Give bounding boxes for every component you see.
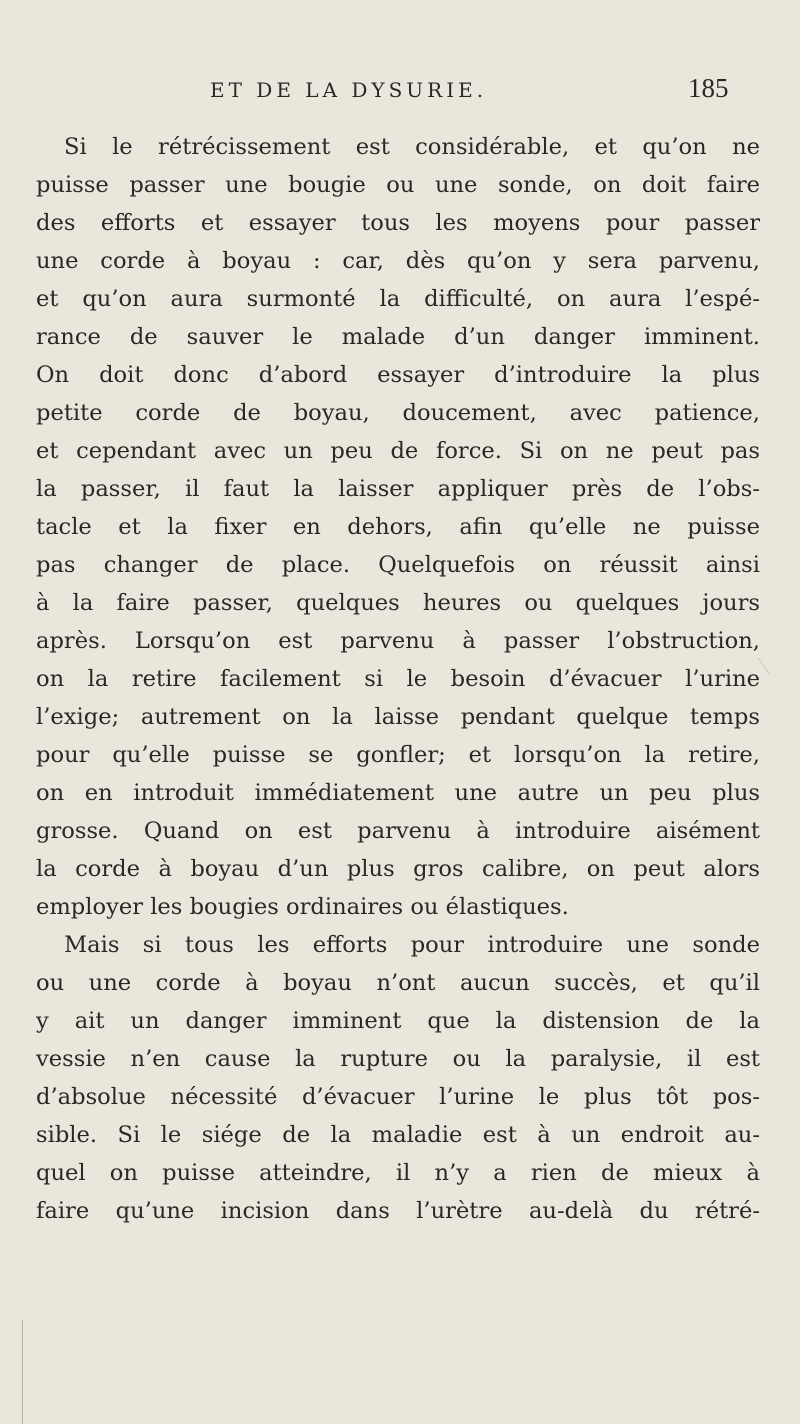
text-line: y ait un danger imminent que la distension de la	[36, 1008, 760, 1034]
text-line: grosse. Quand on est parvenu à introduire aisément	[36, 818, 760, 844]
text-line: vessie n’en cause la rupture ou la paralysie, il est	[36, 1046, 760, 1072]
text-line: des efforts et essayer tous les moyens pour passer	[36, 210, 760, 236]
text-line: employer les bougies ordinaires ou élastiques.	[36, 894, 569, 920]
text-line: pour qu’elle puisse se gonfler; et lorsqu’on la retire,	[36, 742, 760, 768]
text-line: tacle et la fixer en dehors, afin qu’elle ne puisse	[36, 514, 760, 540]
text-line: petite corde de boyau, doucement, avec patience,	[36, 400, 760, 426]
text-line: quel on puisse atteindre, il n’y a rien de mieux à	[36, 1160, 760, 1186]
text-line: On doit donc d’abord essayer d’introduire la plus	[36, 362, 760, 388]
text-line: et qu’on aura surmonté la difficulté, on aura l’espé-	[36, 286, 760, 312]
text-line: d’absolue nécessité d’évacuer l’urine le plus tôt pos-	[36, 1084, 760, 1110]
text-line: l’exige; autrement on la laisse pendant quelque temps	[36, 704, 760, 730]
text-line: faire qu’une incision dans l’urètre au-delà du rétré-	[36, 1198, 760, 1224]
text-line: on la retire facilement si le besoin d’évacuer l’urine	[36, 666, 760, 692]
text-line: puisse passer une bougie ou une sonde, on doit faire	[36, 172, 760, 198]
text-line: sible. Si le siége de la maladie est à un endroit au-	[36, 1122, 760, 1148]
text-line: après. Lorsqu’on est parvenu à passer l’obstruction,	[36, 628, 760, 654]
text-line: on en introduit immédiatement une autre un peu plus	[36, 780, 760, 806]
text-line: à la faire passer, quelques heures ou quelques jours	[36, 590, 760, 616]
text-line: Si le rétrécissement est considérable, et qu’on ne	[64, 134, 760, 160]
text-line: pas changer de place. Quelquefois on réussit ainsi	[36, 552, 760, 578]
running-head: ET DE LA DYSURIE.	[210, 78, 488, 102]
text-line: rance de sauver le malade d’un danger imminent.	[36, 324, 760, 350]
text-line: Mais si tous les efforts pour introduire une sonde	[64, 932, 760, 958]
page-number: 185	[688, 73, 729, 103]
gutter-line	[22, 1320, 23, 1424]
text-line: ou une corde à boyau n’ont aucun succès, et qu’il	[36, 970, 760, 996]
text-line: une corde à boyau : car, dès qu’on y sera parvenu,	[36, 248, 760, 274]
text-line: la corde à boyau d’un plus gros calibre, on peut alors	[36, 856, 760, 882]
text-line: la passer, il faut la laisser appliquer près de l’obs-	[36, 476, 760, 502]
text-line: et cependant avec un peu de force. Si on ne peut pas	[36, 438, 760, 464]
paper-mark	[758, 650, 782, 675]
